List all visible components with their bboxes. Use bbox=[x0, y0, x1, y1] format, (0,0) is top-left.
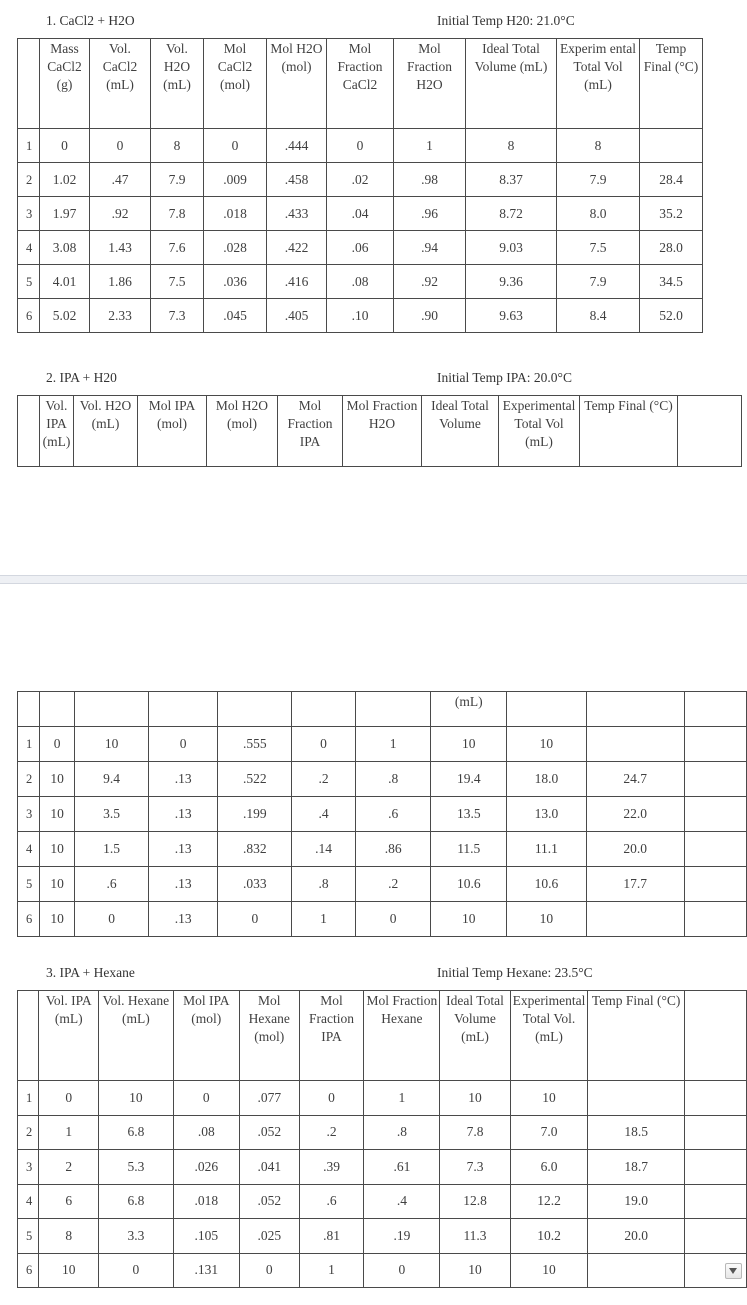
table-cell: .028 bbox=[204, 231, 267, 265]
chevron-down-icon[interactable] bbox=[725, 1263, 742, 1279]
table-cell: .90 bbox=[394, 299, 466, 333]
table-cell: 1 bbox=[299, 1253, 364, 1288]
table-cell: .018 bbox=[173, 1184, 239, 1219]
column-header bbox=[18, 39, 40, 129]
table-cell: .052 bbox=[239, 1115, 299, 1150]
table-cell: .10 bbox=[327, 299, 394, 333]
table-cell: 1 bbox=[394, 129, 466, 163]
table-cell: .19 bbox=[364, 1219, 440, 1254]
table-cell: .92 bbox=[90, 197, 151, 231]
table-cell: 12.2 bbox=[510, 1184, 588, 1219]
table-row bbox=[18, 762, 747, 797]
table-cell: 0 bbox=[218, 902, 292, 937]
table-row bbox=[18, 1150, 747, 1185]
table-cell: 0 bbox=[355, 902, 430, 937]
table-row bbox=[18, 299, 703, 333]
table-cell: 0 bbox=[292, 727, 356, 762]
table-cell: 9.03 bbox=[466, 231, 557, 265]
column-header: Vol. H2O (mL) bbox=[151, 39, 204, 129]
table-cell: 3.3 bbox=[99, 1219, 174, 1254]
table-cell: 24.7 bbox=[586, 762, 684, 797]
table-header-row bbox=[18, 991, 747, 1081]
table-cell: 0 bbox=[364, 1253, 440, 1288]
table-cell: 22.0 bbox=[586, 797, 684, 832]
table-cell: .04 bbox=[327, 197, 394, 231]
table-row bbox=[18, 197, 703, 231]
table-cell: 10 bbox=[510, 1081, 588, 1116]
column-header: Mol Fraction CaCl2 bbox=[327, 39, 394, 129]
table-cell: .92 bbox=[394, 265, 466, 299]
table-cell: 0 bbox=[327, 129, 394, 163]
section3-initial-temp: Initial Temp Hexane: 23.5°C bbox=[437, 965, 593, 980]
table-cell: 6 bbox=[39, 1184, 99, 1219]
column-header: Mol IPA (mol) bbox=[138, 396, 207, 467]
table-cell: .6 bbox=[75, 867, 149, 902]
table-cell bbox=[588, 1081, 684, 1116]
column-header bbox=[684, 991, 746, 1081]
table-cell: .98 bbox=[394, 163, 466, 197]
table-cell bbox=[684, 867, 746, 902]
column-header: Experim ental Total Vol (mL) bbox=[557, 39, 640, 129]
section3-title: 3. IPA + Hexane bbox=[46, 965, 135, 980]
table-cell: 7.9 bbox=[557, 163, 640, 197]
table-cell: 10 bbox=[99, 1081, 174, 1116]
table-cell: 1.43 bbox=[90, 231, 151, 265]
table-cell: .026 bbox=[173, 1150, 239, 1185]
table-cell: .522 bbox=[218, 762, 292, 797]
table-cell: .033 bbox=[218, 867, 292, 902]
column-header bbox=[148, 692, 218, 727]
column-header: Mol Fraction IPA bbox=[278, 396, 343, 467]
table-cell: 8.37 bbox=[466, 163, 557, 197]
table-cell: 1.5 bbox=[75, 832, 149, 867]
row-number: 4 bbox=[18, 231, 40, 265]
table-cell: 8 bbox=[466, 129, 557, 163]
table-cell: 1 bbox=[292, 902, 356, 937]
table-cell: 5.3 bbox=[99, 1150, 174, 1185]
table-cell: .8 bbox=[292, 867, 356, 902]
column-header: Temp Final (°C) bbox=[580, 396, 678, 467]
column-header: Temp Final (°C) bbox=[588, 991, 684, 1081]
table-cell: 11.5 bbox=[431, 832, 507, 867]
table-cell: 7.0 bbox=[510, 1115, 588, 1150]
table-cell: .13 bbox=[148, 797, 218, 832]
table-cell: .39 bbox=[299, 1150, 364, 1185]
table-cell: 11.3 bbox=[440, 1219, 510, 1254]
table-cell: 8 bbox=[557, 129, 640, 163]
column-header: Vol. CaCl2 (mL) bbox=[90, 39, 151, 129]
column-header: Mass CaCl2 (g) bbox=[40, 39, 90, 129]
table-ipa-h2o-header bbox=[17, 395, 742, 467]
table-cell: 8 bbox=[151, 129, 204, 163]
column-header: Mol Hexane (mol) bbox=[239, 991, 299, 1081]
table-cell: 7.9 bbox=[557, 265, 640, 299]
row-number: 6 bbox=[18, 1253, 39, 1288]
table-cell: 1 bbox=[355, 727, 430, 762]
table-cell bbox=[684, 762, 746, 797]
table-cell: 0 bbox=[299, 1081, 364, 1116]
table-cell: 10 bbox=[39, 762, 75, 797]
table-cell: .6 bbox=[299, 1184, 364, 1219]
table-cell: .02 bbox=[327, 163, 394, 197]
table-cell bbox=[684, 1184, 746, 1219]
table-cell: .06 bbox=[327, 231, 394, 265]
table-cell: 9.36 bbox=[466, 265, 557, 299]
table-cell bbox=[684, 1115, 746, 1150]
table-cell: 0 bbox=[239, 1253, 299, 1288]
table-cell: 10 bbox=[431, 902, 507, 937]
table-cell: .458 bbox=[267, 163, 327, 197]
table-cell: 10.2 bbox=[510, 1219, 588, 1254]
table-cell: .036 bbox=[204, 265, 267, 299]
column-header bbox=[292, 692, 356, 727]
table-cell: 20.0 bbox=[586, 832, 684, 867]
column-header bbox=[218, 692, 292, 727]
table-cell: .14 bbox=[292, 832, 356, 867]
table-cell: .105 bbox=[173, 1219, 239, 1254]
table-cell: 3.5 bbox=[75, 797, 149, 832]
table-cell: 0 bbox=[39, 1081, 99, 1116]
table-cell: 10 bbox=[39, 832, 75, 867]
table-cell: 1.97 bbox=[40, 197, 90, 231]
table-cell: 10 bbox=[39, 902, 75, 937]
table-cell: .13 bbox=[148, 902, 218, 937]
table-cell: .832 bbox=[218, 832, 292, 867]
table-row bbox=[18, 163, 703, 197]
column-header bbox=[18, 396, 40, 467]
column-header bbox=[39, 692, 75, 727]
column-header: Mol Fraction IPA bbox=[299, 991, 364, 1081]
row-number: 3 bbox=[18, 1150, 39, 1185]
table-header-row bbox=[18, 692, 747, 727]
table-cell: 7.5 bbox=[557, 231, 640, 265]
table-cell: 10 bbox=[507, 727, 587, 762]
table-cell: 10 bbox=[510, 1253, 588, 1288]
row-number: 2 bbox=[18, 762, 40, 797]
section2-title: 2. IPA + H20 bbox=[46, 370, 117, 385]
row-number: 1 bbox=[18, 727, 40, 762]
table-row bbox=[18, 727, 747, 762]
table-cell: 10 bbox=[440, 1081, 510, 1116]
table-cell: 8.0 bbox=[557, 197, 640, 231]
table-row bbox=[18, 1184, 747, 1219]
table-row bbox=[18, 231, 703, 265]
table-cell: 10 bbox=[75, 727, 149, 762]
table-cell: 2 bbox=[39, 1150, 99, 1185]
table-cell: 0 bbox=[99, 1253, 174, 1288]
column-header: Mol CaCl2 (mol) bbox=[204, 39, 267, 129]
table-row bbox=[18, 1253, 747, 1288]
row-number: 5 bbox=[18, 265, 40, 299]
column-header: Vol. IPA (mL) bbox=[39, 991, 99, 1081]
table-cell: 52.0 bbox=[640, 299, 703, 333]
table-cell: .416 bbox=[267, 265, 327, 299]
table-cell: 7.8 bbox=[440, 1115, 510, 1150]
table-cell: 13.0 bbox=[507, 797, 587, 832]
table-cell: 1.02 bbox=[40, 163, 90, 197]
table-cell: .94 bbox=[394, 231, 466, 265]
column-header bbox=[75, 692, 149, 727]
table-cell: .08 bbox=[327, 265, 394, 299]
table-row bbox=[18, 832, 747, 867]
table-cell: .018 bbox=[204, 197, 267, 231]
table-cell bbox=[684, 797, 746, 832]
table-cell: 6.8 bbox=[99, 1184, 174, 1219]
row-number: 6 bbox=[18, 299, 40, 333]
table-cell bbox=[684, 1253, 746, 1288]
table-cell bbox=[684, 902, 746, 937]
column-header: Mol H2O (mol) bbox=[267, 39, 327, 129]
table-cell: 20.0 bbox=[588, 1219, 684, 1254]
table-ipa-hexane bbox=[17, 990, 747, 1288]
column-header bbox=[18, 692, 40, 727]
table-cell: .2 bbox=[292, 762, 356, 797]
table-row bbox=[18, 1219, 747, 1254]
table-cell: 18.7 bbox=[588, 1150, 684, 1185]
table-cell: 10 bbox=[39, 797, 75, 832]
table-cell: 10.6 bbox=[431, 867, 507, 902]
section1-initial-temp: Initial Temp H20: 21.0°C bbox=[437, 13, 575, 28]
table-cell bbox=[684, 727, 746, 762]
table-cell: 7.6 bbox=[151, 231, 204, 265]
table-cell: .13 bbox=[148, 762, 218, 797]
table-cell bbox=[684, 1150, 746, 1185]
table-cell: 0 bbox=[39, 727, 75, 762]
table-row bbox=[18, 129, 703, 163]
table-cell: .13 bbox=[148, 832, 218, 867]
column-header: Mol Fraction Hexane bbox=[364, 991, 440, 1081]
table-cell: 6.0 bbox=[510, 1150, 588, 1185]
column-header: Experimental Total Vol. (mL) bbox=[510, 991, 588, 1081]
table-cell: 7.8 bbox=[151, 197, 204, 231]
table-cell: 11.1 bbox=[507, 832, 587, 867]
table-cell bbox=[684, 1081, 746, 1116]
table-cell: 10 bbox=[440, 1253, 510, 1288]
table-cell: 2.33 bbox=[90, 299, 151, 333]
table-cell: .08 bbox=[173, 1115, 239, 1150]
column-header bbox=[507, 692, 587, 727]
column-header: Mol Fraction H2O bbox=[394, 39, 466, 129]
column-header: Vol. H2O (mL) bbox=[74, 396, 138, 467]
table-cell: .422 bbox=[267, 231, 327, 265]
table-cell: 12.8 bbox=[440, 1184, 510, 1219]
table-cell: 6.8 bbox=[99, 1115, 174, 1150]
page-break-divider bbox=[0, 575, 747, 584]
table-cell: 0 bbox=[75, 902, 149, 937]
table-cell: .8 bbox=[355, 762, 430, 797]
row-number: 5 bbox=[18, 1219, 39, 1254]
table-row bbox=[18, 1081, 747, 1116]
table-cell bbox=[586, 727, 684, 762]
table-cell: .13 bbox=[148, 867, 218, 902]
table-ipa-h2o-continued bbox=[17, 691, 747, 937]
column-header: Ideal Total Volume bbox=[422, 396, 499, 467]
table-cell: 8.4 bbox=[557, 299, 640, 333]
table-cell: .199 bbox=[218, 797, 292, 832]
table-cell: 28.4 bbox=[640, 163, 703, 197]
table-cell: 18.0 bbox=[507, 762, 587, 797]
table-cell: 17.7 bbox=[586, 867, 684, 902]
row-number: 6 bbox=[18, 902, 40, 937]
table-cell: .077 bbox=[239, 1081, 299, 1116]
table-cell: 5.02 bbox=[40, 299, 90, 333]
column-header bbox=[355, 692, 430, 727]
row-number: 1 bbox=[18, 1081, 39, 1116]
table-cell: 9.4 bbox=[75, 762, 149, 797]
table-cell: .009 bbox=[204, 163, 267, 197]
table-cell: .2 bbox=[355, 867, 430, 902]
table-row bbox=[18, 902, 747, 937]
row-number: 5 bbox=[18, 867, 40, 902]
table-cell: 0 bbox=[90, 129, 151, 163]
table-cell: 8 bbox=[39, 1219, 99, 1254]
table-cell: .4 bbox=[292, 797, 356, 832]
column-header: Mol Fraction H2O bbox=[343, 396, 422, 467]
table-cell: 8.72 bbox=[466, 197, 557, 231]
table-cell: 9.63 bbox=[466, 299, 557, 333]
table-cell: 7.9 bbox=[151, 163, 204, 197]
table-cell: 4.01 bbox=[40, 265, 90, 299]
table-cell: .433 bbox=[267, 197, 327, 231]
table-cell: .444 bbox=[267, 129, 327, 163]
table-cell: 34.5 bbox=[640, 265, 703, 299]
table-cell: .4 bbox=[364, 1184, 440, 1219]
column-header bbox=[18, 991, 39, 1081]
table-cell: 19.0 bbox=[588, 1184, 684, 1219]
table-header-row bbox=[18, 396, 742, 467]
column-header bbox=[678, 396, 742, 467]
table-cell bbox=[684, 832, 746, 867]
table-cell: 10 bbox=[431, 727, 507, 762]
column-header bbox=[684, 692, 746, 727]
column-header: Temp Final (°C) bbox=[640, 39, 703, 129]
table-cell: .81 bbox=[299, 1219, 364, 1254]
column-header bbox=[586, 692, 684, 727]
table-cell: 0 bbox=[173, 1081, 239, 1116]
table-cell: 7.3 bbox=[440, 1150, 510, 1185]
table-cacl2-h2o bbox=[17, 38, 703, 333]
table-cell: 10 bbox=[39, 1253, 99, 1288]
column-header: Ideal Total Volume (mL) bbox=[466, 39, 557, 129]
table-cell: 10 bbox=[507, 902, 587, 937]
table-cell: 1 bbox=[364, 1081, 440, 1116]
row-number: 2 bbox=[18, 163, 40, 197]
section1-title: 1. CaCl2 + H2O bbox=[46, 13, 135, 28]
row-number: 2 bbox=[18, 1115, 39, 1150]
row-number: 4 bbox=[18, 832, 40, 867]
table-cell: .041 bbox=[239, 1150, 299, 1185]
table-cell: .6 bbox=[355, 797, 430, 832]
table-cell: .61 bbox=[364, 1150, 440, 1185]
table-cell: .86 bbox=[355, 832, 430, 867]
table-cell: .052 bbox=[239, 1184, 299, 1219]
table-cell: 0 bbox=[40, 129, 90, 163]
table-row bbox=[18, 867, 747, 902]
table-cell: .131 bbox=[173, 1253, 239, 1288]
row-number: 3 bbox=[18, 197, 40, 231]
column-header: Ideal Total Volume (mL) bbox=[440, 991, 510, 1081]
table-row bbox=[18, 265, 703, 299]
table-cell: 18.5 bbox=[588, 1115, 684, 1150]
section2-initial-temp: Initial Temp IPA: 20.0°C bbox=[437, 370, 572, 385]
table-cell: .96 bbox=[394, 197, 466, 231]
column-header: Experimental Total Vol (mL) bbox=[499, 396, 580, 467]
table-cell: 1.86 bbox=[90, 265, 151, 299]
column-header: (mL) bbox=[431, 692, 507, 727]
column-header: Vol. Hexane (mL) bbox=[99, 991, 174, 1081]
table-cell: 28.0 bbox=[640, 231, 703, 265]
table-cell: 10.6 bbox=[507, 867, 587, 902]
table-header-row bbox=[18, 39, 703, 129]
table-cell bbox=[586, 902, 684, 937]
table-row bbox=[18, 797, 747, 832]
table-cell: .555 bbox=[218, 727, 292, 762]
table-cell bbox=[684, 1219, 746, 1254]
table-cell: 0 bbox=[204, 129, 267, 163]
table-cell: 13.5 bbox=[431, 797, 507, 832]
table-cell: .025 bbox=[239, 1219, 299, 1254]
row-number: 1 bbox=[18, 129, 40, 163]
row-number: 3 bbox=[18, 797, 40, 832]
table-row bbox=[18, 1115, 747, 1150]
column-header: Vol. IPA (mL) bbox=[40, 396, 74, 467]
table-cell bbox=[640, 129, 703, 163]
table-cell: 19.4 bbox=[431, 762, 507, 797]
table-cell: 1 bbox=[39, 1115, 99, 1150]
table-cell: 10 bbox=[39, 867, 75, 902]
column-header: Mol IPA (mol) bbox=[173, 991, 239, 1081]
row-number: 4 bbox=[18, 1184, 39, 1219]
column-header: Mol H2O (mol) bbox=[207, 396, 278, 467]
table-cell: 7.3 bbox=[151, 299, 204, 333]
table-cell: 35.2 bbox=[640, 197, 703, 231]
table-cell: .405 bbox=[267, 299, 327, 333]
table-cell: .045 bbox=[204, 299, 267, 333]
table-cell: 0 bbox=[148, 727, 218, 762]
table-cell: .2 bbox=[299, 1115, 364, 1150]
table-cell: 3.08 bbox=[40, 231, 90, 265]
table-cell bbox=[588, 1253, 684, 1288]
table-cell: 7.5 bbox=[151, 265, 204, 299]
table-cell: .47 bbox=[90, 163, 151, 197]
table-cell: .8 bbox=[364, 1115, 440, 1150]
